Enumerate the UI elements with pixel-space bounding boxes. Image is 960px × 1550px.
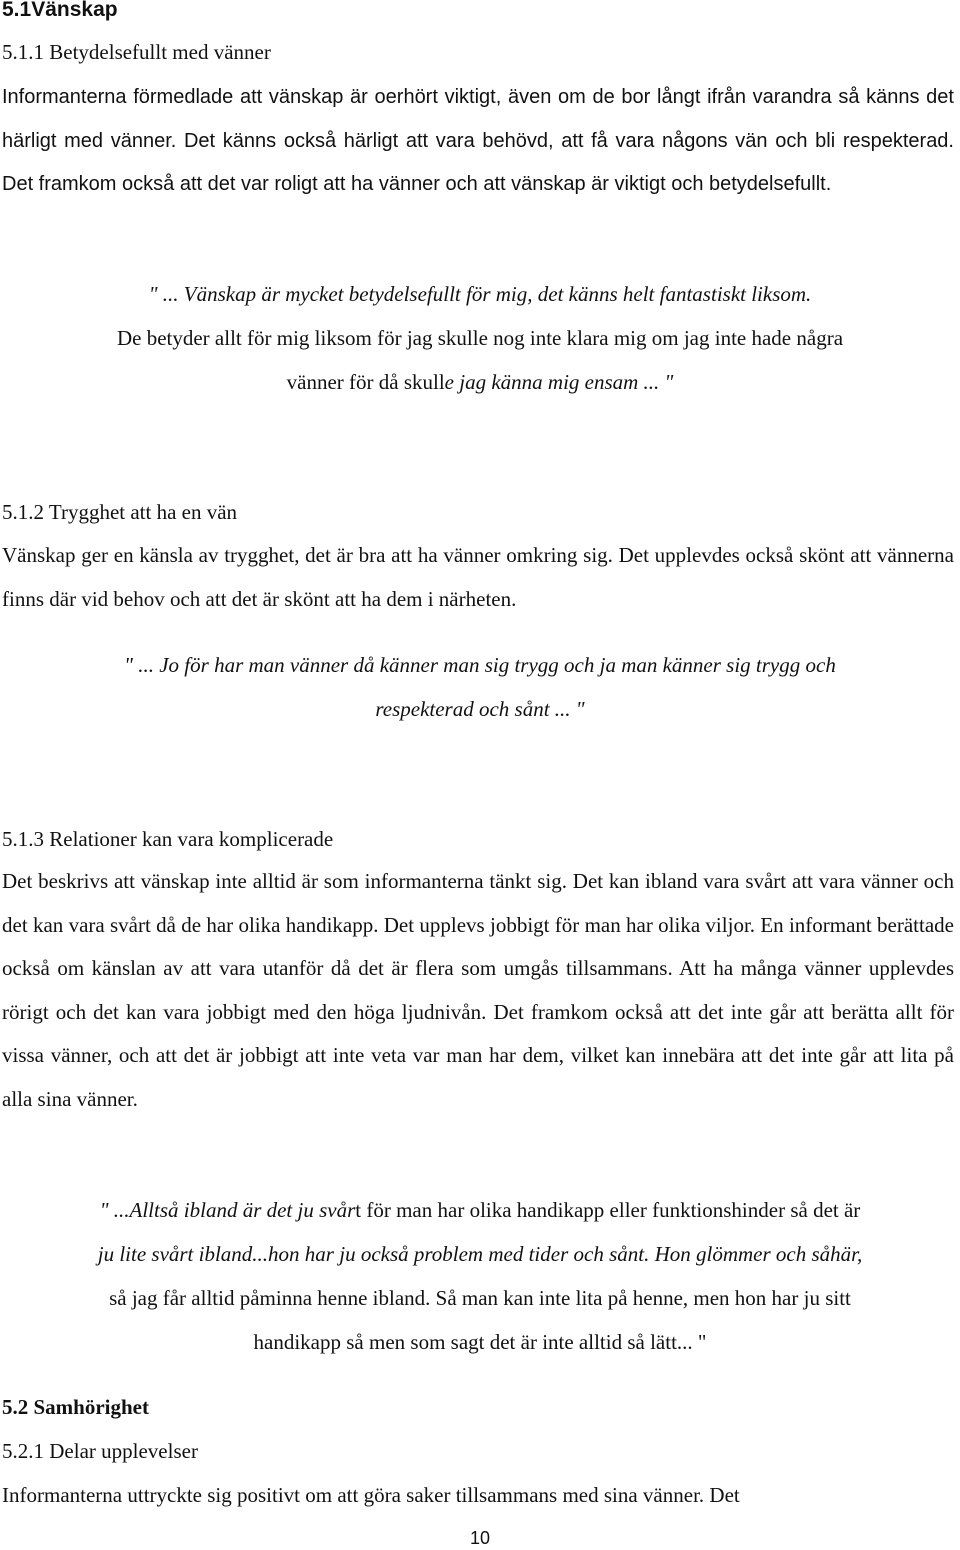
quote-line: " ... Vänskap är mycket betydelsefullt för mig, det känns helt fantastiskt liksom. [148,282,812,306]
quote-513 [0,1188,960,1364]
section-title-samhorighet: 5.2 Samhörighet [2,1395,149,1419]
quote-fragment: " ...Alltså ibland är det ju svår [99,1198,356,1222]
subsection-heading-521: 5.2.1 Delar upplevelser [2,1439,198,1463]
paragraph-512: Vänskap ger en känsla av trygghet, det är bra att ha vänner omkring sig. Det upplevdes också skönt att vännerna finns där vid behov och att det är skönt att ha dem i närheten. [2,543,954,611]
quote-fragment: vänner för då skull [286,370,445,394]
quote-fragment: e jag känna mig ensam ... " [444,370,674,394]
subsection-heading-512: 5.1.2 Trygghet att ha en vän [2,500,238,524]
paragraph-521: Informanterna uttryckte sig positivt om att göra saker tillsammans med sina vänner. Det [2,1483,740,1507]
paragraph-511: Informanterna förmedlade att vänskap är oerhört viktigt, även om de bor långt ifrån varandra så känns det härligt med vänner. Det känns också härligt att vara behövd, att få vara någons vän och bli respekterad. Det framkom också att det var roligt att ha vänner och att vänskap är viktigt och betydelsefullt. [2,86,954,195]
quote-512 [0,643,960,731]
subsection-heading-513: 5.1.3 Relationer kan vara komplicerade [2,827,334,851]
quote-line [0,360,960,404]
subsection-heading-511: 5.1.1 Betydelsefullt med vänner [2,40,271,64]
quote-line: respekterad och sånt ... " [375,697,585,721]
quote-line: handikapp så men som sagt det är inte alltid så lätt... " [253,1330,707,1354]
quote-line: ju lite svårt ibland...hon har ju också problem med tider och sånt. Hon glömmer och såhär, [97,1242,863,1266]
quote-line: " ... Jo för har man vänner då känner man sig trygg och ja man känner sig trygg och [124,653,836,677]
paragraph-513: Det beskrivs att vänskap inte alltid är som informanterna tänkt sig. Det kan ibland vara svårt att vara vänner och det kan vara svårt då de har olika handikapp. Det upplevs jobbigt för man har olika viljor. En informant berättade också om känslan av att vara utanför då det är flera som umgås tillsammans. Att ha många vänner upplevdes rörigt och det kan vara jobbigt med den höga ljudnivån. Det framkom också att det inte går att berätta allt för vissa vänner, och att det är jobbigt att inte veta var man har dem, vilket kan innebära att det inte går att lita på alla sina vänner. [2,869,954,1111]
page-number: 10 [469,1528,491,1548]
quote-line: De betyder allt för mig liksom för jag skulle nog inte klara mig om jag inte hade några [116,326,844,350]
quote-511 [0,272,960,404]
quote-line [0,1188,960,1232]
quote-line: så jag får alltid påminna henne ibland. Så man kan inte lita på henne, men hon har ju sitt [109,1286,851,1310]
section-title-vanskap: 5.1Vänskap [2,0,118,21]
quote-fragment: t för man har olika handikapp eller funktionshinder så det är [355,1198,861,1222]
